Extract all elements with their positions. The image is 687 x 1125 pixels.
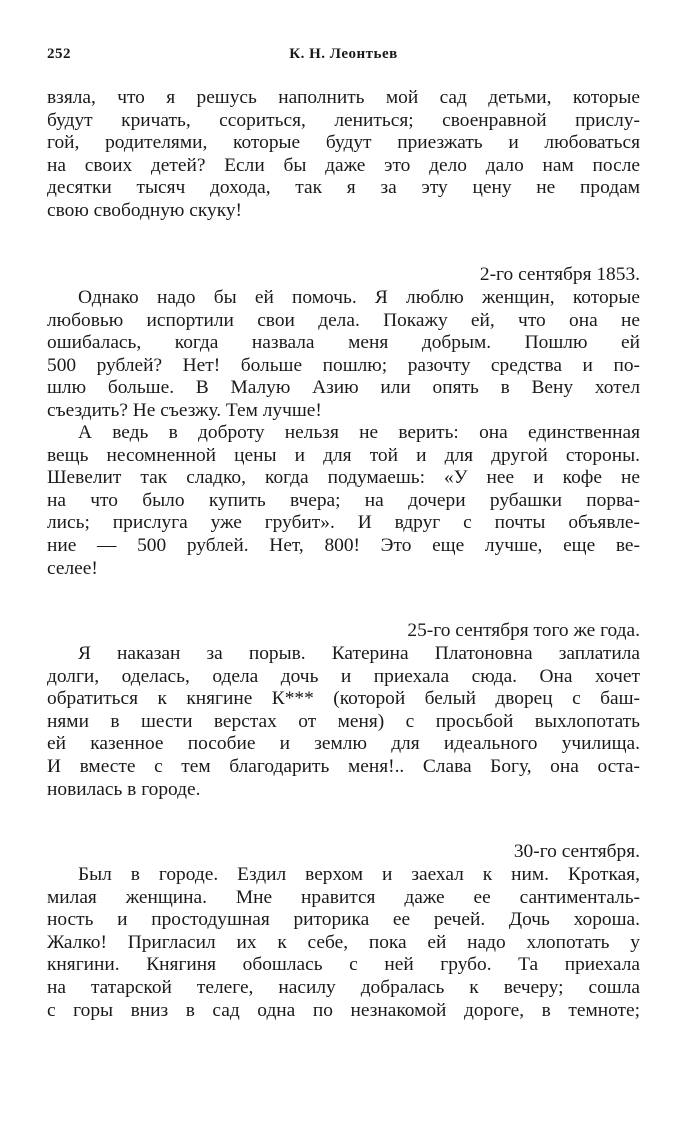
text-line: ность и простодушная риторика ее речей. Дочь хороша. — [47, 909, 640, 931]
running-title: К. Н. Леонтьев — [289, 46, 398, 62]
text-line: на что было купить вчера; на дочери рубашки порва- — [47, 489, 640, 511]
text-line: на своих детей? Если бы даже это дело дало нам после — [47, 154, 640, 176]
text-line: милая женщина. Мне нравится даже ее сантименталь- — [47, 886, 640, 908]
text-line: гой, родителями, которые будут приезжать и любоваться — [47, 132, 640, 154]
text-line: 500 рублей? Нет! больше пошлю; разочту средства и по- — [47, 354, 640, 376]
text-line: ошибалась, когда назвала меня добрым. Пошлю ей — [47, 332, 640, 354]
text-line: любовью испортили свои дела. Покажу ей, что она не — [47, 309, 640, 331]
text-line: на татарской телеге, насилу добралась к вечеру; сошла — [47, 976, 640, 998]
text-line: обратиться к княгине К*** (которой белый дворец с баш- — [47, 688, 640, 710]
diary-paragraph — [47, 287, 640, 423]
text-line: княгини. Княгиня обошлась с ней грубо. Та приехала — [47, 954, 640, 976]
running-head — [47, 46, 640, 68]
text-line: вещь несомненной цены и для той и для другой стороны. — [47, 444, 640, 466]
page-number: 252 — [47, 46, 71, 62]
text-line: шлю больше. В Малую Азию или опять в Вену хотел — [47, 377, 640, 399]
paragraph-continuation — [47, 87, 640, 223]
text-line: Я наказан за порыв. Катерина Платоновна заплатила — [78, 643, 640, 664]
diary-paragraph — [47, 422, 640, 580]
text-line: с горы вниз в сад одна по незнакомой дороге, в темноте; — [47, 999, 640, 1021]
text-line: взяла, что я решусь наполнить мой сад детьми, которые — [47, 87, 640, 108]
text-line: А ведь в доброту нельзя не верить: она единственная — [78, 422, 640, 443]
diary-date: 30-го сентября. — [513, 841, 640, 862]
text-line: нями в шести верстах от меня) с просьбой выхлопотать — [47, 710, 640, 732]
diary-date: 2-го сентября 1853. — [479, 264, 640, 285]
text-line: съездить? Не съезжу. Тем лучше! — [47, 399, 322, 421]
text-line: И вместе с тем благодарить меня!.. Слава Богу, она оста- — [47, 755, 640, 777]
text-line: Был в городе. Ездил верхом и заехал к ним. Кроткая, — [78, 864, 640, 885]
text-line: ние — 500 рублей. Нет, 800! Это еще лучше, еще ве- — [47, 534, 640, 556]
diary-paragraph — [47, 864, 640, 1022]
text-line: десятки тысяч дохода, так я за эту цену не продам — [47, 177, 640, 199]
text-line: Жалко! Пригласил их к себе, пока ей надо хлопотать у — [47, 931, 640, 953]
text-line: селее! — [47, 557, 98, 579]
text-line: новилась в городе. — [47, 778, 201, 800]
text-line: Шевелит так сладко, когда подумаешь: «У нее и кофе не — [47, 467, 640, 489]
text-line: долги, оделась, одела дочь и приехала сюда. Она хочет — [47, 665, 640, 687]
diary-paragraph — [47, 643, 640, 801]
text-line: свою свободную скуку! — [47, 199, 243, 221]
text-line: ей казенное пособие и землю для идеального училища. — [47, 733, 640, 755]
diary-date: 25-го сентября того же года. — [407, 620, 640, 641]
text-line: Однако надо бы ей помочь. Я люблю женщин, которые — [78, 287, 640, 308]
text-line: будут кричать, ссориться, лениться; своенравной прислу- — [47, 109, 640, 131]
text-line: лись; прислуга уже грубит». И вдруг с почты объявле- — [47, 512, 640, 534]
